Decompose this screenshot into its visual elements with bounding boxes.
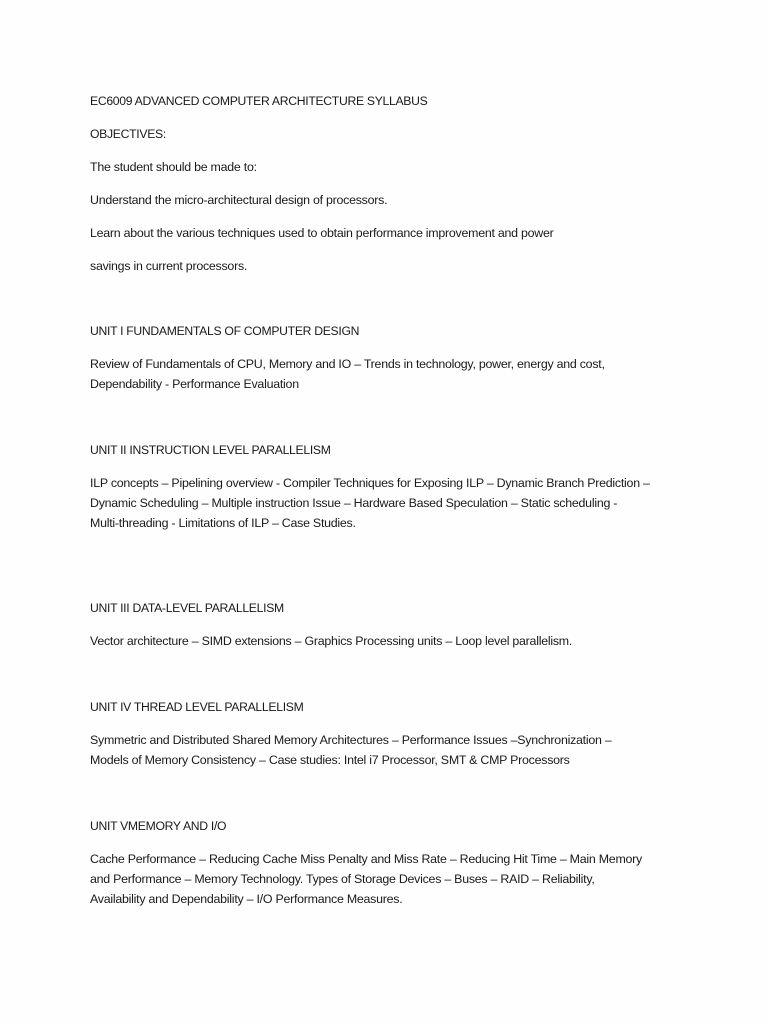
objective-item: Understand the micro-architectural design of processors.	[90, 193, 388, 207]
objectives-heading: OBJECTIVES:	[90, 127, 166, 141]
unit-5-body-line: Cache Performance – Reducing Cache Miss Penalty and Miss Rate – Reducing Hit Time – Main Memory	[90, 852, 642, 866]
unit-1-body-line: Dependability - Performance Evaluation	[90, 377, 299, 391]
unit-2-body-line: Dynamic Scheduling – Multiple instruction Issue – Hardware Based Speculation – Static scheduling -	[90, 496, 618, 510]
unit-3-heading: UNIT III DATA-LEVEL PARALLELISM	[90, 601, 284, 615]
unit-4-heading: UNIT IV THREAD LEVEL PARALLELISM	[90, 700, 304, 714]
objectives-intro: The student should be made to:	[90, 160, 257, 174]
unit-5-heading: UNIT VMEMORY AND I/O	[90, 819, 227, 833]
unit-4-body-line: Models of Memory Consistency – Case studies: Intel i7 Processor, SMT & CMP Processors	[90, 753, 570, 767]
unit-3-body-line: Vector architecture – SIMD extensions – Graphics Processing units – Loop level parallelism.	[90, 634, 573, 648]
objective-item: savings in current processors.	[90, 259, 248, 273]
document-title: EC6009 ADVANCED COMPUTER ARCHITECTURE SYLLABUS	[90, 94, 428, 108]
unit-2-body-line: Multi-threading - Limitations of ILP – Case Studies.	[90, 516, 356, 530]
objective-item: Learn about the various techniques used to obtain performance improvement and power	[90, 226, 554, 240]
unit-1-heading: UNIT I FUNDAMENTALS OF COMPUTER DESIGN	[90, 324, 360, 338]
unit-2-heading: UNIT II INSTRUCTION LEVEL PARALLELISM	[90, 443, 331, 457]
unit-5-body-line: and Performance – Memory Technology. Types of Storage Devices – Buses – RAID – Reliability,	[90, 872, 595, 886]
unit-1-body-line: Review of Fundamentals of CPU, Memory and IO – Trends in technology, power, energy and cost,	[90, 357, 605, 371]
unit-4-body-line: Symmetric and Distributed Shared Memory Architectures – Performance Issues –Synchronization –	[90, 733, 612, 747]
unit-5-body-line: Availability and Dependability – I/O Performance Measures.	[90, 892, 403, 906]
unit-2-body-line: ILP concepts – Pipelining overview - Compiler Techniques for Exposing ILP – Dynamic Branch Prediction –	[90, 476, 650, 490]
